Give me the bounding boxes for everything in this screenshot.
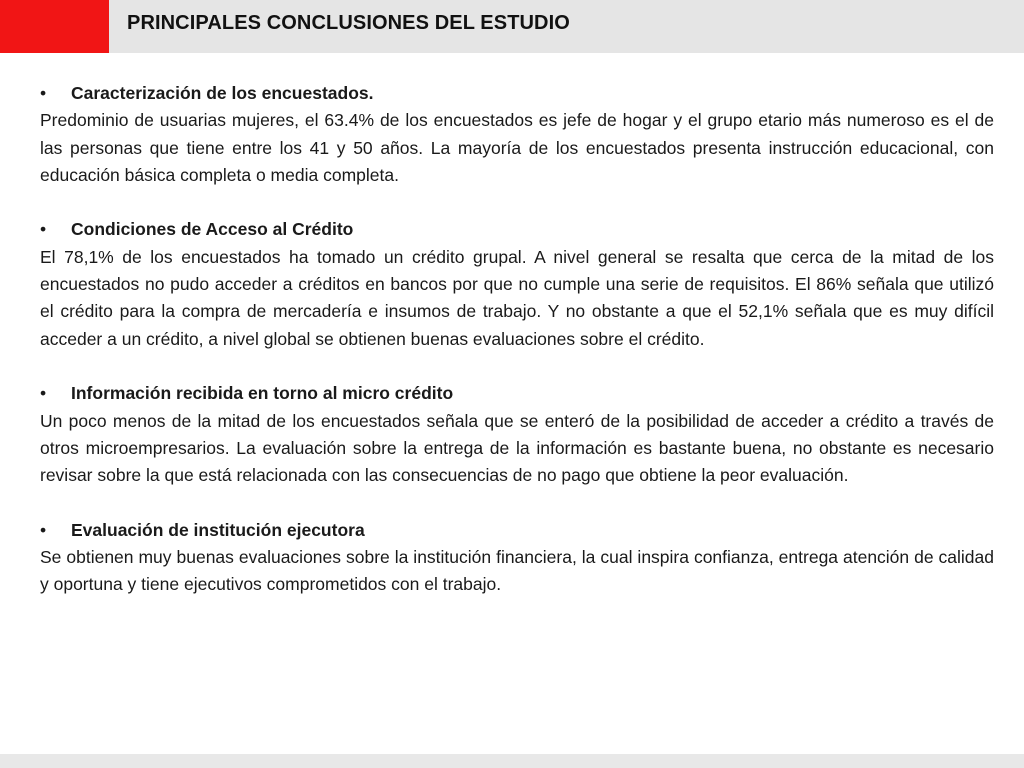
section-caracterizacion — [40, 80, 994, 189]
section-heading-line — [40, 216, 994, 243]
section-heading-line — [40, 517, 994, 544]
section-heading: Información recibida en torno al micro crédito — [71, 383, 454, 404]
bullet-icon: • — [40, 83, 47, 103]
section-informacion-recibida — [40, 380, 994, 489]
bullet-icon: • — [40, 519, 47, 540]
footer-bar — [0, 754, 1024, 768]
conclusions-content — [40, 80, 994, 626]
section-body: Predominio de usuarias mujeres, el 63.4% de los encuestados es jefe de hogar y el grupo etario más numeroso es el de las personas que tiene entre los 41 y 50 años. La mayoría de los encuestados presenta instrucción educacional, con educación básica completa o media completa. — [40, 110, 994, 185]
section-heading: Evaluación de institución ejecutora — [71, 519, 365, 540]
section-body: Un poco menos de la mitad de los encuestados señala que se enteró de la posibilidad de acceder a crédito a través de otros microempresarios. La evaluación sobre la entrega de la información es bastante buena, no obstante es necesario revisar sobre la que está relacionada con las consecuencias de no pago que obtiene la peor evaluación. — [40, 410, 994, 486]
section-heading: Caracterización de los encuestados. — [71, 83, 374, 103]
section-acceso-credito — [40, 216, 994, 352]
section-body: El 78,1% de los encuestados ha tomado un crédito grupal. A nivel general se resalta que cerca de la mitad de los encuestados no pudo acceder a créditos en bancos por que no cumple una serie de requisitos. El 86% señala que utilizó el crédito para la compra de mercadería e insumos de trabajo. Y no obstante a que el 52,1% señala que es muy difícil acceder a un crédito, a nivel global se obtienen buenas evaluaciones sobre el crédito. — [40, 246, 994, 349]
section-heading-line — [40, 380, 994, 407]
header-accent-block — [0, 0, 109, 53]
section-heading-line — [40, 80, 994, 107]
section-body: Se obtienen muy buenas evaluaciones sobre la institución financiera, la cual inspira confianza, entrega atención de calidad y oportuna y tiene ejecutivos comprometidos con el trabajo. — [40, 547, 994, 595]
section-heading: Condiciones de Acceso al Crédito — [71, 219, 354, 240]
page-title: PRINCIPALES CONCLUSIONES DEL ESTUDIO — [127, 12, 570, 34]
section-evaluacion-institucion — [40, 517, 994, 599]
bullet-icon: • — [40, 383, 47, 404]
bullet-icon: • — [40, 219, 47, 240]
